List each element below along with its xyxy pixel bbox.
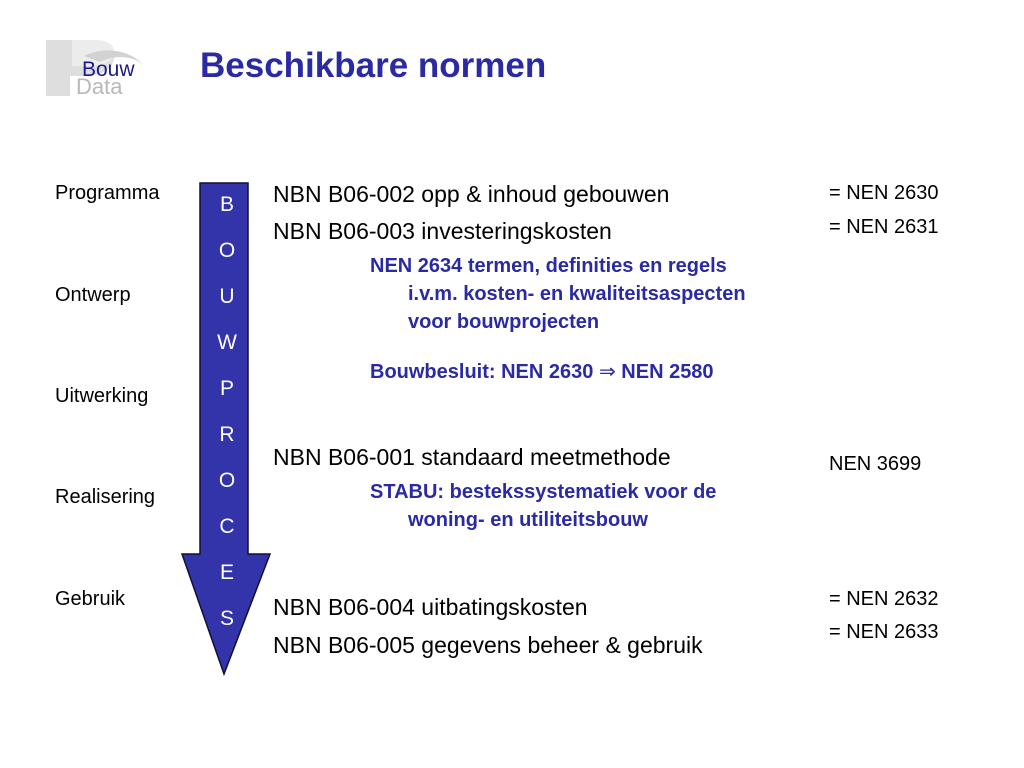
nen2634-line2: i.v.m. kosten- en kwaliteitsaspecten bbox=[408, 283, 746, 305]
ref-nen-2630: = NEN 2630 bbox=[829, 182, 939, 204]
bouwbesluit-prefix: Bouwbesluit: NEN 2630 bbox=[370, 361, 594, 383]
page-title: Beschikbare normen bbox=[200, 46, 547, 85]
logo-text-bouw: Bouw bbox=[82, 58, 135, 81]
bouwdata-logo bbox=[44, 36, 150, 100]
implies-arrow-icon: ⇒ bbox=[598, 359, 616, 383]
phase-uitwerking: Uitwerking bbox=[55, 385, 149, 407]
ref-nen-2632: = NEN 2632 bbox=[829, 588, 939, 610]
arrow-letter: U bbox=[219, 285, 235, 308]
bouwbesluit-line bbox=[370, 359, 714, 384]
stabu-line2: woning- en utiliteitsbouw bbox=[408, 509, 648, 531]
standard-nbn-b06-004: NBN B06-004 uitbatingskosten bbox=[273, 594, 588, 620]
arrow-letter: E bbox=[219, 561, 234, 584]
stabu-line1: STABU: bestekssystematiek voor de bbox=[370, 481, 717, 503]
standard-nbn-b06-002: NBN B06-002 opp & inhoud gebouwen bbox=[273, 181, 670, 207]
standard-nbn-b06-005: NBN B06-005 gegevens beheer & gebruik bbox=[273, 632, 703, 658]
arrow-letter: O bbox=[218, 239, 236, 262]
bouwbesluit-suffix: NEN 2580 bbox=[621, 361, 714, 383]
ref-nen-2631: = NEN 2631 bbox=[829, 216, 939, 238]
phase-programma: Programma bbox=[55, 182, 160, 204]
arrow-letter: R bbox=[219, 423, 235, 446]
logo-text-data: Data bbox=[76, 74, 123, 99]
arrow-letter: C bbox=[219, 515, 235, 538]
phase-realisering: Realisering bbox=[55, 486, 156, 508]
standard-nbn-b06-003: NBN B06-003 investeringskosten bbox=[273, 218, 612, 244]
arrow-letter: S bbox=[219, 607, 234, 630]
arrow-letter: O bbox=[218, 469, 236, 492]
arrow-letter: W bbox=[217, 331, 237, 354]
phase-gebruik: Gebruik bbox=[55, 588, 126, 610]
ref-nen-2633: = NEN 2633 bbox=[829, 621, 939, 643]
nen2634-line3: voor bouwprojecten bbox=[408, 311, 600, 333]
standard-nbn-b06-001: NBN B06-001 standaard meetmethode bbox=[273, 444, 671, 470]
ref-nen-3699: NEN 3699 bbox=[829, 453, 922, 475]
nen2634-line1: NEN 2634 termen, definities en regels bbox=[370, 255, 727, 277]
arrow-letter: B bbox=[219, 193, 234, 216]
phase-ontwerp: Ontwerp bbox=[55, 284, 131, 306]
arrow-letter: P bbox=[219, 377, 234, 400]
